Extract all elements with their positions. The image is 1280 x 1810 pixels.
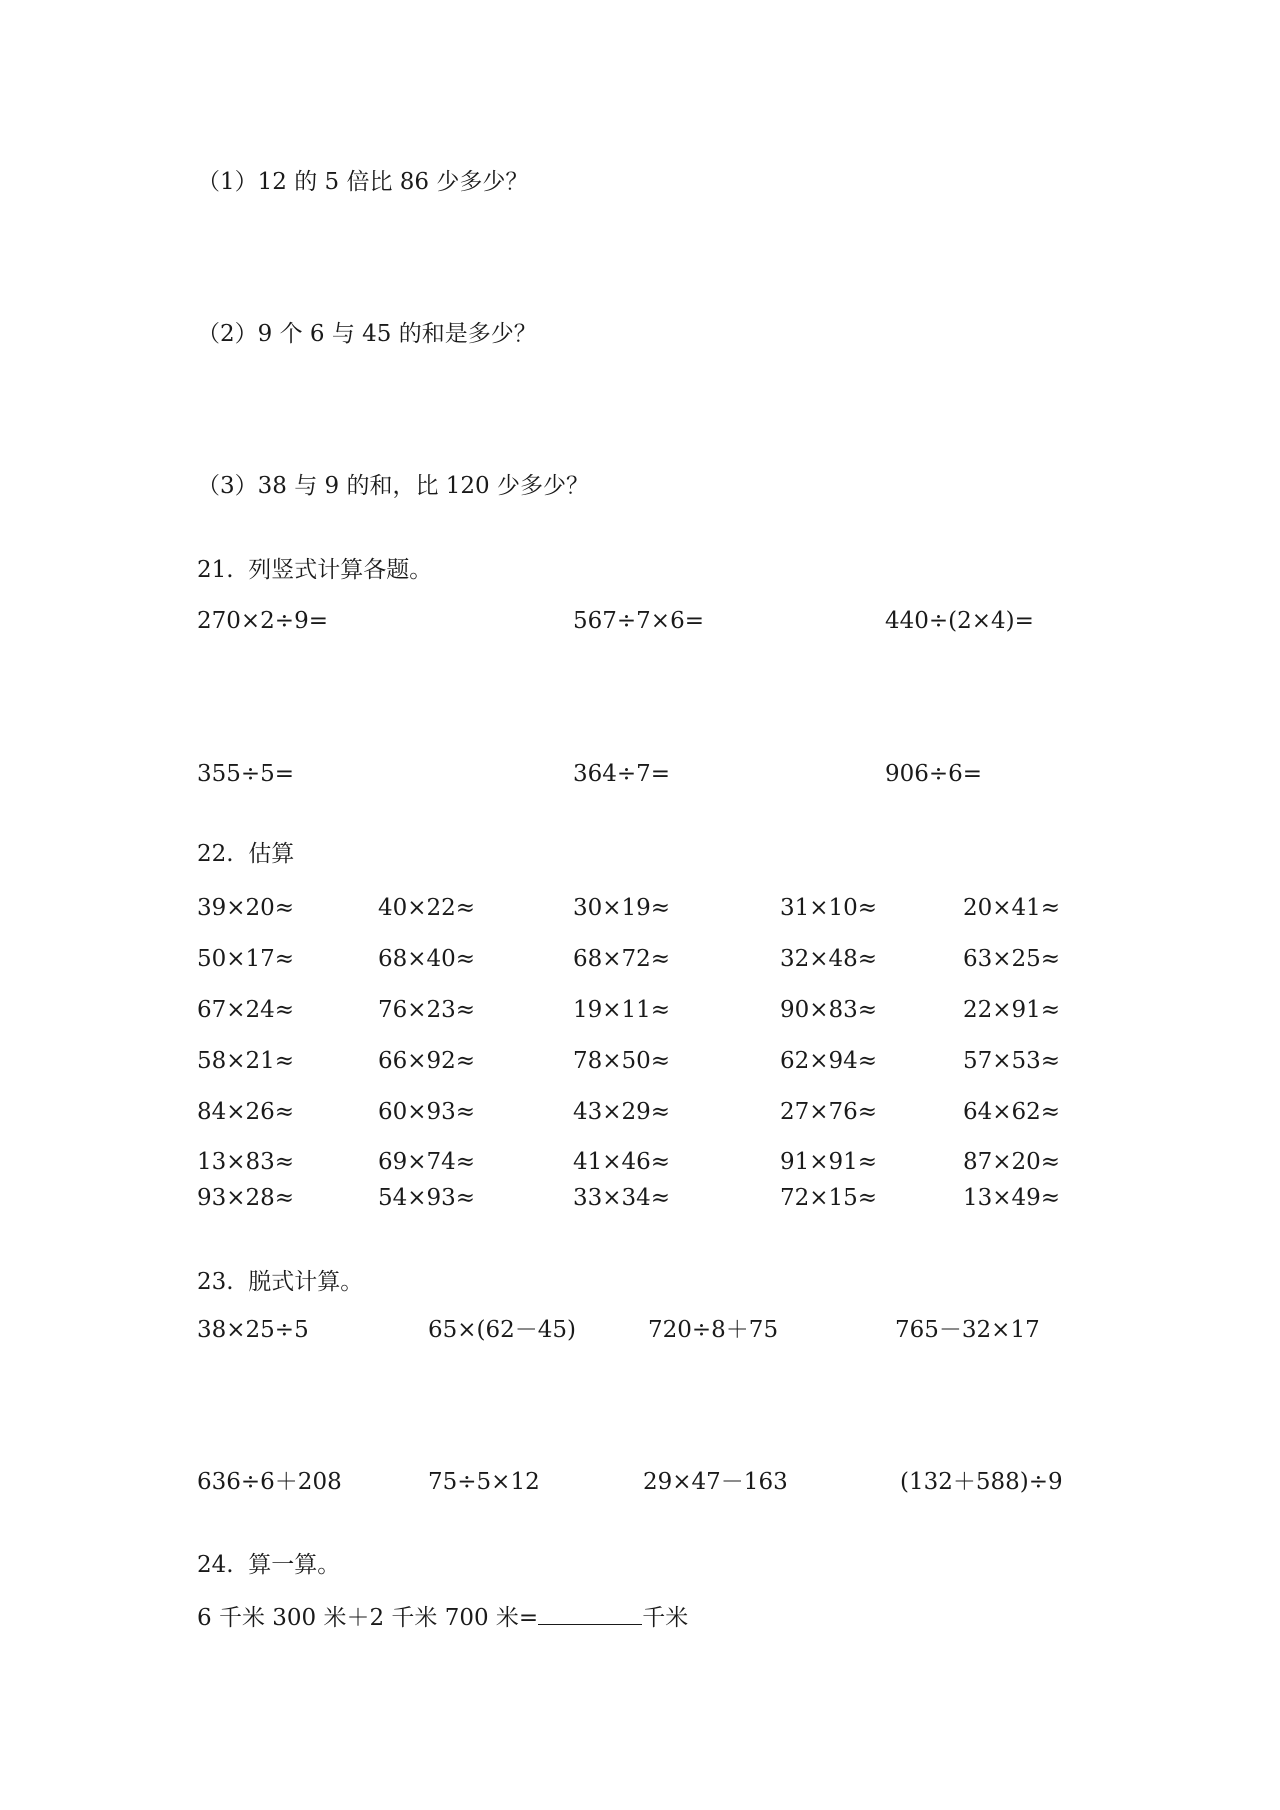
q24-line: [197, 1602, 688, 1632]
q23-title: 23. 脱式计算。: [197, 1269, 364, 1295]
q24-title: 24. 算一算。: [197, 1552, 341, 1578]
q22-estimate: 54×93≈: [378, 1185, 476, 1211]
q21-title: 21. 列竖式计算各题。: [197, 557, 433, 583]
q22-estimate: 87×20≈: [963, 1149, 1061, 1175]
q23-expression: 720÷8＋75: [648, 1317, 779, 1343]
q24-line-suffix: 千米: [642, 1605, 689, 1631]
q22-estimate: 57×53≈: [963, 1048, 1061, 1074]
q22-estimate: 33×34≈: [573, 1185, 671, 1211]
q22-estimate: 31×10≈: [780, 895, 878, 921]
q22-estimate: 90×83≈: [780, 997, 878, 1023]
q22-estimate: 39×20≈: [197, 895, 295, 921]
q22-estimate: 13×83≈: [197, 1149, 295, 1175]
q22-estimate: 43×29≈: [573, 1099, 671, 1125]
q23-expression: 38×25÷5: [197, 1317, 309, 1343]
q21-problem: 364÷7=: [573, 761, 671, 787]
q22-estimate: 64×62≈: [963, 1099, 1061, 1125]
q22-estimate: 58×21≈: [197, 1048, 295, 1074]
q22-estimate: 72×15≈: [780, 1185, 878, 1211]
q21-problem: 567÷7×6=: [573, 608, 704, 634]
q21-problem: 906÷6=: [885, 761, 983, 787]
q22-estimate: 84×26≈: [197, 1099, 295, 1125]
q22-estimate: 63×25≈: [963, 946, 1061, 972]
q22-estimate: 62×94≈: [780, 1048, 878, 1074]
q22-estimate: 50×17≈: [197, 946, 295, 972]
q22-estimate: 22×91≈: [963, 997, 1061, 1023]
q22-estimate: 93×28≈: [197, 1185, 295, 1211]
q23-expression: 636÷6＋208: [197, 1469, 342, 1495]
q22-estimate: 30×19≈: [573, 895, 671, 921]
q22-estimate: 27×76≈: [780, 1099, 878, 1125]
q21-problem: 355÷5=: [197, 761, 295, 787]
q23-expression: (132＋588)÷9: [900, 1469, 1063, 1495]
q22-estimate: 91×91≈: [780, 1149, 878, 1175]
answer-blank[interactable]: [538, 1602, 642, 1625]
q22-estimate: 66×92≈: [378, 1048, 476, 1074]
q22-estimate: 40×22≈: [378, 895, 476, 921]
q22-estimate: 76×23≈: [378, 997, 476, 1023]
q22-estimate: 32×48≈: [780, 946, 878, 972]
q22-title: 22. 估算: [197, 841, 295, 867]
q23-expression: 65×(62－45): [428, 1317, 577, 1343]
q22-estimate: 60×93≈: [378, 1099, 476, 1125]
q22-estimate: 68×72≈: [573, 946, 671, 972]
q23-expression: 765－32×17: [895, 1317, 1040, 1343]
q20-part-1: （1）12 的 5 倍比 86 少多少？: [197, 169, 529, 195]
q22-estimate: 41×46≈: [573, 1149, 671, 1175]
q23-expression: 29×47－163: [643, 1469, 788, 1495]
q22-estimate: 20×41≈: [963, 895, 1061, 921]
q22-estimate: 68×40≈: [378, 946, 476, 972]
q22-estimate: 67×24≈: [197, 997, 295, 1023]
q20-part-2: （2）9 个 6 与 45 的和是多少？: [197, 321, 537, 347]
q22-estimate: 78×50≈: [573, 1048, 671, 1074]
q20-part-3: （3）38 与 9 的和，比 120 少多少？: [197, 473, 589, 499]
q22-estimate: 13×49≈: [963, 1185, 1061, 1211]
q22-estimate: 19×11≈: [573, 997, 671, 1023]
q24-line-prefix: 6 千米 300 米＋2 千米 700 米=: [197, 1605, 539, 1631]
q23-expression: 75÷5×12: [428, 1469, 540, 1495]
q21-problem: 440÷(2×4)=: [885, 608, 1034, 634]
q22-estimate: 69×74≈: [378, 1149, 476, 1175]
q21-problem: 270×2÷9=: [197, 608, 328, 634]
